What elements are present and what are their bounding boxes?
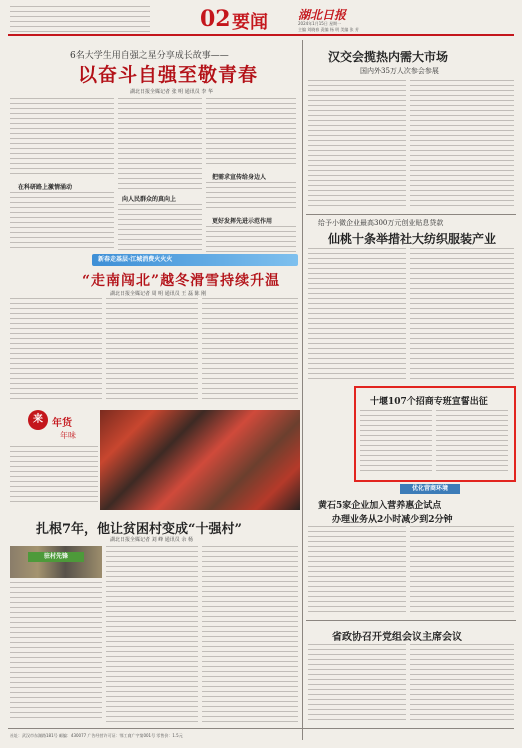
- right-top-col1: [308, 80, 406, 210]
- lead-kicker: 6名大学生用自强之星分享成长故事——: [70, 51, 229, 61]
- feature-col3: [202, 298, 298, 402]
- lead-col3c: [206, 226, 296, 252]
- village-col3: [202, 546, 298, 722]
- footer-text: 社址：武汉市东湖路181号 邮编：430077 广告经营许可证：鄂工商广字第001号 零售价：1.5元: [10, 733, 183, 738]
- lead-subhead-2: 向人民群众的真向上: [122, 196, 177, 203]
- lead-col3: [206, 98, 296, 168]
- village-headline: 扎根7年，他让贫困村变成“十强村”: [36, 522, 243, 537]
- bottom-right-col2: [410, 644, 514, 722]
- village-col2: [106, 546, 198, 722]
- rule: [306, 214, 516, 215]
- feature-col2: [106, 298, 198, 402]
- feature-banner: 新春走基层·江城消费火火火: [92, 254, 298, 266]
- paper-name: 湖北日报: [298, 8, 347, 22]
- column-divider: [302, 40, 303, 740]
- optimize-col1: [308, 526, 406, 616]
- feature-col4: [10, 446, 98, 506]
- lead-subhead-4: 更好发挥先进示范作用: [212, 218, 273, 225]
- right-top-subhead: 国内外35万人次参会参展: [360, 67, 439, 75]
- lead-subhead-1: 在科研路上激情涌动: [18, 184, 73, 191]
- badge-circle: 来: [28, 410, 48, 430]
- right-mid-kicker: 给予小微企业最高300万元创业贴息贷款: [318, 219, 444, 227]
- section-name: 要闻: [232, 12, 268, 33]
- village-col1: [10, 582, 102, 722]
- lead-col2: [118, 98, 202, 190]
- village-tag: 驻村先锋: [28, 552, 84, 562]
- lead-col2b: [118, 204, 202, 252]
- editor-line: 主编 刘晓春 责编 杨 明 美编 张 芳: [298, 27, 359, 32]
- header-rule: [8, 34, 514, 36]
- section-number: 02: [200, 6, 231, 32]
- right-mid-headline: 仙桃十条举措社大纺织服装产业: [328, 232, 497, 246]
- footer-rule: [8, 728, 514, 729]
- lead-col1b: [10, 192, 114, 252]
- right-mid-col1: [308, 248, 406, 382]
- optimize-subhead: 办理业务从2小时减少到2分钟: [332, 515, 453, 525]
- highlight-col2: [436, 410, 508, 474]
- rule: [306, 620, 516, 621]
- lead-subhead-3: 把需求宣传给身边人: [212, 174, 267, 181]
- feature-photo: [100, 410, 300, 510]
- lead-col1: [10, 98, 114, 178]
- right-mid-col2: [410, 248, 514, 382]
- page-header: [0, 0, 522, 38]
- bottom-right-col1: [308, 644, 406, 722]
- header-left-text: [10, 6, 150, 32]
- highlight-headline: 十堰107个招商专班宣誓出征: [370, 397, 488, 407]
- highlight-box: [354, 386, 516, 482]
- right-top-col2: [410, 80, 514, 210]
- highlight-col1: [360, 410, 432, 474]
- bottom-right-headline: 省政协召开党组会议主席会议: [332, 632, 462, 643]
- right-top-headline: 汉交会揽热内需大市场: [328, 50, 449, 64]
- feature-col1: [10, 298, 102, 402]
- optimize-headline: 黄石5家企业加入营养惠企试点: [318, 501, 442, 511]
- lead-col3b: [206, 182, 296, 212]
- badge-bottom: 年味: [60, 431, 76, 440]
- feature-byline: 湖北日报全媒记者 周 明 通讯员 王 磊 陈 刚: [110, 291, 207, 297]
- village-photo: [10, 546, 102, 578]
- lead-byline: 湖北日报全媒记者 张 明 通讯员 李 华: [130, 89, 213, 95]
- village-byline: 湖北日报全媒记者 刘 峰 通讯员 余 杨: [110, 537, 193, 543]
- lead-headline: 以奋斗自强至敬青春: [78, 64, 259, 86]
- badge-mid: 年货: [52, 418, 72, 429]
- optimize-tag: 优化营商环境: [400, 484, 460, 494]
- date-line: 2024年1月15日 星期一: [298, 21, 342, 26]
- feature-headline: “走南闯北”越冬滑雪持续升温: [82, 273, 281, 289]
- optimize-col2: [410, 526, 514, 616]
